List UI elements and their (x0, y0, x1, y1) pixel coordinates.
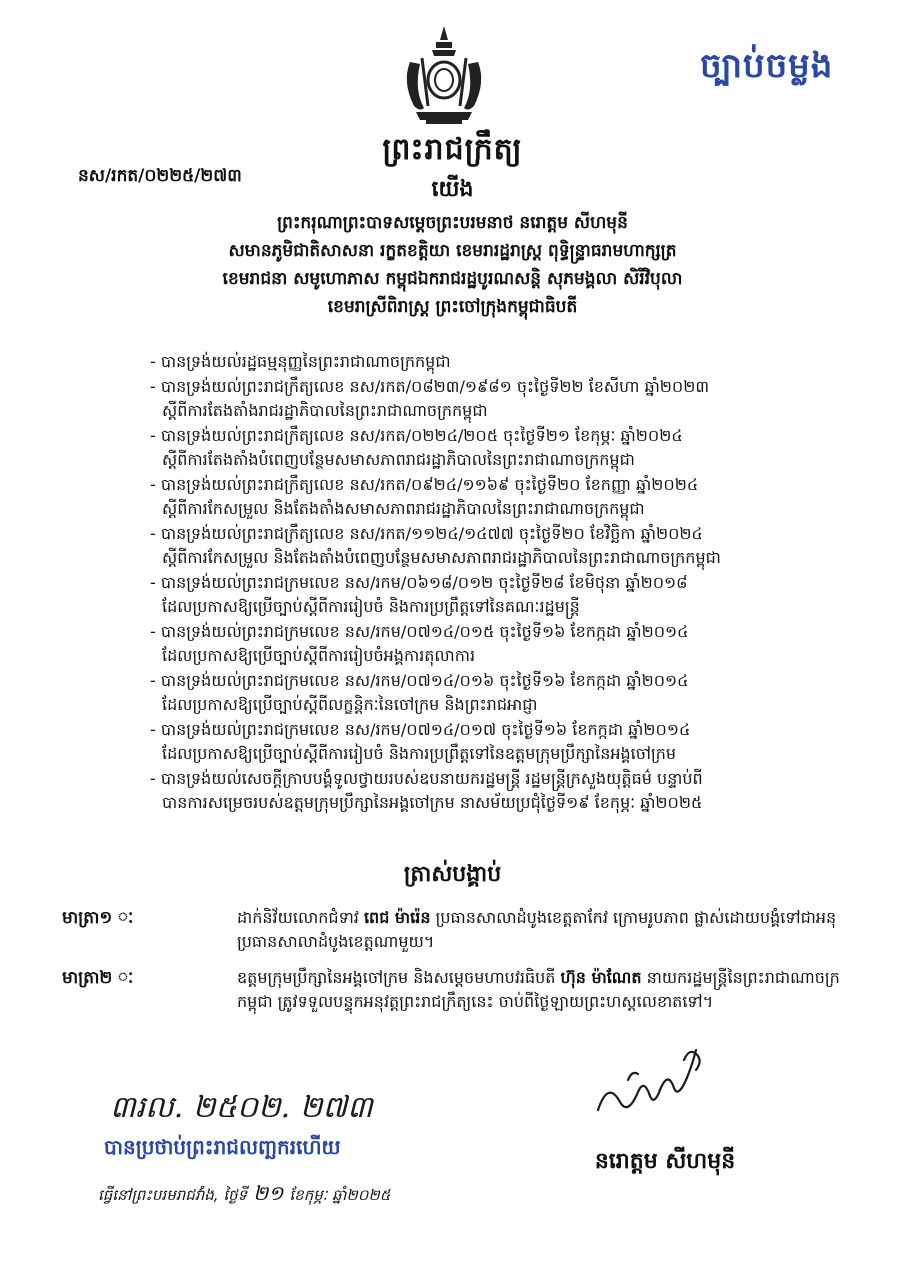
article-label: មាត្រា១ ៈ (62, 908, 134, 928)
recital-item: - បានទ្រង់យល់ព្រះរាជក្រឹត្យលេខ នស/រកត/០២២៤/២០៥ ចុះថ្ងៃទី២១ ខែកុម្ភៈ ឆ្នាំ២០២៤ ស្តីពីការតែងតាំងបំពេញបន្ថែមសមាសភាពរាជរដ្ឋាភិបាលនៃព្រះរាជាណាចក្រកម្ពុជា (150, 425, 683, 469)
certified-copy-stamp: ច្បាប់ចម្លង (700, 46, 834, 86)
king-title-line-4: ខេមរាស្រីពិរាស្ត្រ ព្រះចៅក្រុងកម្ពុជាធិបតី (327, 297, 578, 317)
we-heading: យើង (431, 177, 474, 202)
article-1 (62, 906, 842, 954)
recital-item: - បានទ្រង់យល់ព្រះរាជក្រឹត្យលេខ នស/រកត/១១២៤/១៤៧៧ ចុះថ្ងៃទី២០ ខែវិច្ឆិកា ឆ្នាំ២០២៤ ស្តីពីការកែសម្រួល និងតែងតាំងបំពេញបន្ថែមសមាសភាពរាជរដ្ឋាភិបាលនៃព្រះរាជាណាចក្រកម្ពុជា (150, 523, 721, 567)
recital-item: - បានទ្រង់យល់ព្រះរាជក្រមលេខ នស/រកម/០៧១៤/០១៦ ចុះថ្ងៃទី១៦ ខែកក្កដា ឆ្នាំ២០១៤ ដែលប្រកាសឱ្យប្រើច្បាប់ស្តីពីលក្ខន្តិកៈនៃចៅក្រម និងព្រះរាជអាជ្ញា (150, 670, 689, 714)
recital-item: - បានទ្រង់យល់ព្រះរាជក្រឹត្យលេខ នស/រកត/០៨២៣/១៩៨១ ចុះថ្ងៃទី២២ ខែសីហា ឆ្នាំ២០២៣ ស្តីពីការតែងតាំងរាជរដ្ឋាភិបាលនៃព្រះរាជាណាចក្រកម្ពុជា (150, 376, 710, 420)
document-title: ព្រះរាជក្រឹត្យ (382, 132, 523, 167)
article-2 (62, 966, 842, 1014)
recital-item: - បានទ្រង់យល់ព្រះរាជក្រមលេខ នស/រកម/០៧១៤/០១៧ ចុះថ្ងៃទី១៦ ខែកក្កដា ឆ្នាំ២០១៤ ដែលប្រកាសឱ្យប្រើច្បាប់ស្តីពីការរៀបចំ និងការប្រព្រឹត្តទៅនៃឧត្តមក្រុមប្រឹក្សានៃអង្គចៅក្រម (150, 719, 691, 763)
recital-item: - បានទ្រង់យល់ព្រះរាជក្រមលេខ នស/រកម/០៧១៤/០១៥ ចុះថ្ងៃទី១៦ ខែកក្កដា ឆ្នាំ២០១៤ ដែលប្រកាសឱ្យប្រើច្បាប់ស្តីពីការរៀបចំអង្គការតុលាការ (150, 621, 689, 665)
article-label: មាត្រា២ ៈ (62, 968, 134, 988)
royal-seal-emblem (396, 22, 492, 126)
recital-item: - បានទ្រង់យល់រដ្ឋធម្មនុញ្ញនៃព្រះរាជាណាចក្រកម្ពុជា (150, 352, 451, 371)
king-title-line-1: ព្រះករុណាព្រះបាទសម្តេចព្រះបរមនាថ នរោត្តម សីហមុនី (277, 213, 628, 233)
recital-item: - បានទ្រង់យល់សេចក្តីក្រាបបង្គំទូលថ្វាយរបស់ឧបនាយករដ្ឋមន្ត្រី រដ្ឋមន្ត្រីក្រសួងយុត្តិធម៌ បន្ទាប់ពី បានការសម្រេចរបស់ឧត្តមក្រុមប្រឹក្សានៃអង្គចៅក្រម នាសម័យប្រជុំថ្ងៃទី១៩ ខែកុម្ភៈ ឆ្នាំ២០២៥ (150, 768, 703, 812)
royal-signature (588, 1040, 738, 1130)
article-text: ដាក់និវ័យលោកជំទាវ ពេជ ម៉ារ៉េន ប្រធានសាលាដំបូងខេត្តតាកែវ ក្រោមរូបភាព ផ្លាស់ដោយបង្គំទៅជាអនុប្រធានសាលាដំបូងខេត្តណាមួយ។ (237, 908, 837, 951)
royal-seal-affixed-stamp: បានប្រថាប់ព្រះរាជលញ្ឆករហើយ (104, 1135, 341, 1159)
recital-item: - បានទ្រង់យល់ព្រះរាជក្រមលេខ នស/រកម/០៦១៨/០១២ ចុះថ្ងៃទី២៨ ខែមិថុនា ឆ្នាំ២០១៨ ដែលប្រកាសឱ្យប្រើច្បាប់ស្តីពីការរៀបចំ និងការប្រព្រឹត្តទៅនៃគណៈរដ្ឋមន្ត្រី (150, 572, 688, 616)
recital-item: - បានទ្រង់យល់ព្រះរាជក្រឹត្យលេខ នស/រកត/០៩២៤/១១៦៩ ចុះថ្ងៃទី២០ ខែកញ្ញា ឆ្នាំ២០២៤ ស្តីពីការកែសម្រួល និងតែងតាំងសមាសភាពរាជរដ្ឋាភិបាលនៃព្រះរាជាណាចក្រកម្ពុជា (150, 474, 699, 518)
signatory-name: នរោត្តម សីហមុនី (594, 1149, 736, 1174)
handwritten-reference: ៣រល. ២៥០២. ២៧៣ (110, 1090, 373, 1125)
decree-number: នស/រកត/០២២៥/២៧៣ (78, 166, 242, 186)
promulgate-heading: ត្រាស់បង្គាប់ (403, 862, 502, 887)
king-title-line-2: សមានភូមិជាតិសាសនា រក្ខតខត្តិយា ខេមរារដ្ឋរាស្ត្រ ពុទ្ធិន្ទ្រាធរាមហាក្សត្រ (228, 241, 677, 261)
recitals-list (150, 350, 840, 816)
place-and-date: ធ្វើនៅព្រះបរមរាជវាំង, ថ្ងៃទី ២១ ខែកុម្ភៈ ឆ្នាំ២០២៥ (98, 1181, 391, 1205)
article-text: ឧត្តមក្រុមប្រឹក្សានៃអង្គចៅក្រម និងសម្តេចមហាបវរធិបតី ហ៊ុន ម៉ាណែត នាយករដ្ឋមន្ត្រីនៃព្រះរាជាណាចក្រកម្ពុជា ត្រូវទទួលបន្ទុកអនុវត្តព្រះរាជក្រឹត្យនេះ ចាប់ពីថ្ងៃឡាយព្រះហស្តលេខាតទៅ។ (237, 968, 840, 1011)
king-title-line-3: ខេមរាជនា សមូហោភាស កម្ពុជឯករាជរដ្ឋបូរណសន្តិ សុភមង្គលា សិរីវិបុលា (222, 269, 683, 289)
